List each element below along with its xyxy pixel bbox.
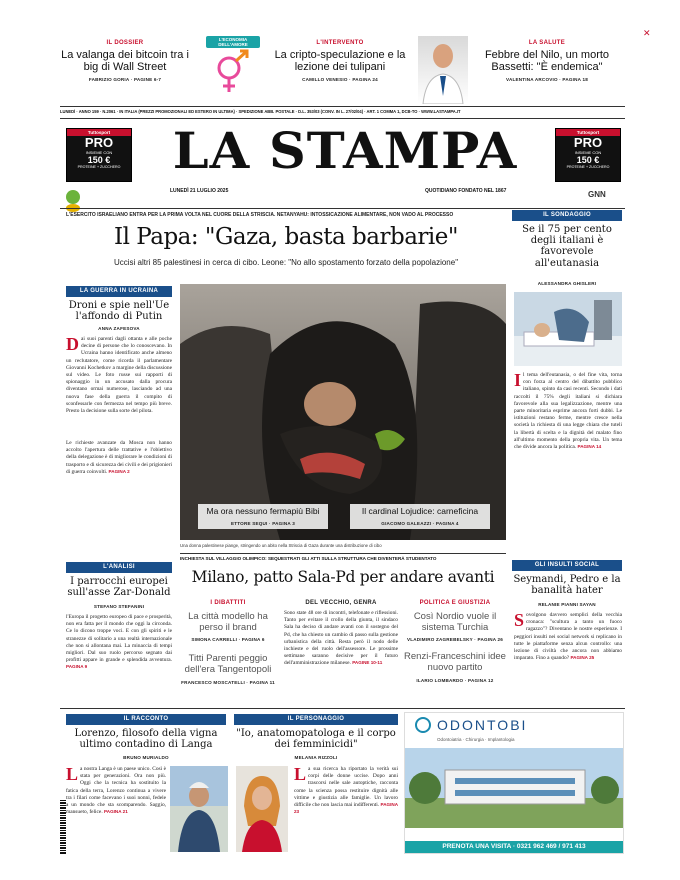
- teaser-title: La cripto-speculazione e la lezione dei tulipani: [274, 49, 406, 74]
- milano-kicker: INCHIESTA SUL VILLAGGIO OLIMPICO: SEQUESTRATI GLI ATTI SULLA STRUTTURA CHE DIVENTERÀ STUDENTATO: [180, 556, 437, 561]
- byline: CAMILLO VENESIO: [302, 76, 348, 82]
- racconto-text: a nostra Langa è un paese unico. Così è stata per generazioni. Ora non più. Oggi che la tecnica ha sostituito la fatica della terra, Lorenzo continua a vivere tra i filari come facevano i suoi nonni, fedele a un mondo che sta scomparendo. Saggio, mansueto, felice.: [66, 766, 166, 816]
- byline: RELANIE PIANNI SAYAN: [538, 602, 596, 607]
- tooth-icon: [415, 717, 431, 733]
- page-ref: PAGINA 24: [352, 76, 378, 82]
- page-ref: PAGINA 9: [66, 664, 88, 670]
- personaggio-text: a sua ricerca ha riportato la verità sui corpi delle donne uccise. Dopo anni trascorsi nelle sale autoptiche, racconta come la scienza possa restituire dignità alle vittime e giustizia alle famiglie. Un lavoro difficile che non lascia mai indifferenti.: [294, 766, 398, 808]
- portrait-bassetti: [418, 36, 468, 104]
- divider: [180, 553, 506, 554]
- racconto-photo: [170, 766, 228, 852]
- teaser-dossier[interactable]: IL DOSSIER La valanga dei bitcoin tra i big di Wall Street FABRIZIO GORIA · PAGINE 6-7: [61, 40, 189, 82]
- page-ref: PAGINA 12: [468, 677, 494, 683]
- promo-box-right[interactable]: [555, 128, 621, 182]
- page-ref: PAGINE 6-7: [133, 76, 162, 82]
- milano-col3: POLITICA E GIUSTIZIA Così Nordio vuole il sistema Turchia VLADIMIRO ZAGREBELSKY · PAGINA 26 Renzi-Franceschini idee nuovo partito ILARIO LOMBARDO · PAGINA 12: [404, 600, 506, 683]
- column-kicker: POLITICA E GIUSTIZIA: [419, 600, 491, 606]
- ad-subtitle: Odontoiatria · Chirurgia · Implantologia: [437, 737, 515, 742]
- section-band: L'ANALISI: [66, 562, 172, 573]
- photo-box-title: Il cardinal Lojudice: carneficina: [361, 506, 479, 516]
- byline: FABRIZIO GORIA: [88, 76, 130, 82]
- social-text: ovolgono davvero semplici della vecchia cronaca: "scultura a tanto un fuoco ragazzo"? Diventano le nostre esperienze. I peggiori insulti nei social network si replicano in tutte le piattaforme senza alcun controllo: una lezione di civiltà che ancora non abbiamo imparato. Fino a quando?: [514, 612, 622, 662]
- column-kicker: I DIBATTITI: [210, 600, 246, 606]
- page-ref: PAGINA 26: [477, 637, 504, 643]
- teaser-kicker: L'INTERVENTO: [316, 40, 364, 46]
- column-kicker: DEL VECCHIO, GENRA: [305, 600, 377, 606]
- drop-cap: L: [294, 766, 307, 784]
- photo-caption: Una donna palestinese piange, stringendo un abito nella Striscia di Gaza durante una distribuzione di cibo: [180, 543, 382, 548]
- divider: [60, 106, 625, 107]
- page-ref: PAGINA 2: [108, 468, 130, 474]
- masthead-logo[interactable]: LA STAMPA: [172, 121, 518, 180]
- issue-date: LUNEDÌ 21 LUGLIO 2025: [170, 188, 229, 194]
- badge-line1: L'ECONOMIA: [218, 37, 248, 42]
- promo-offer: INSIEME CON: [85, 150, 113, 155]
- teaser-title: Febbre del Nilo, un morto Bassetti: "È endemica": [484, 49, 610, 74]
- byline: ANNA ZAFESOVA: [98, 326, 140, 331]
- photo-box-lojudice[interactable]: Il cardinal Lojudice: carneficina GIACOMO GALEAZZI · PAGINA 4: [350, 504, 490, 529]
- byline: VALENTINA ARCOVIO: [506, 76, 558, 82]
- drop-cap: I: [514, 372, 522, 390]
- milano-text: Sono state 48 ore di incontri, telefonate e riflessioni. Tanto per evitare il crollo della giunta, il sindaco Sala ha deciso di andare avanti con il sostegno del Pd, che ha chiesto un cambio di passo sulla gestione urbanistica della città. Resta però il nodo delle inchieste e del ruolo dell'assessore. Le prossime settimane saranno decisive per il futuro dell'amministrazione milanese.: [284, 610, 398, 667]
- milano-col2: [284, 600, 398, 698]
- promo-brand: Tuttosport: [556, 129, 620, 136]
- analisi-title[interactable]: I parrocchi europei sull'asse Zar-Donald: [67, 576, 171, 599]
- love-economy-badge[interactable]: [203, 36, 263, 96]
- divider: [60, 708, 625, 709]
- byline: STEFANO STEFANINI: [93, 604, 145, 609]
- barcode: [60, 800, 66, 855]
- ukraine-title[interactable]: Droni e spie nell'Ue l'affondo di Putin: [68, 300, 170, 323]
- social-title[interactable]: Seymandi, Pedro e la banalità hater: [513, 574, 621, 597]
- section-band: IL PERSONAGGIO: [234, 714, 398, 725]
- info-line: LUNEDÌ · ANNO 159 · N.2061 · IN ITALIA (PREZZI PROMOZIONALI ED ESTERO IN ULTIMA) · SPEDIZIONE ABB. POSTALE · D.L. 353/03 (CONV. IN L. 27/02/04) · ART. 1 COMMA 1, DCB-TO · WWW.LASTAMPA.IT: [60, 109, 461, 114]
- lead-headline[interactable]: Il Papa: "Gaza, basta barbarie": [114, 224, 458, 250]
- milano-headline[interactable]: Milano, patto Sala-Pd per andare avanti: [191, 568, 495, 586]
- drop-cap: S: [514, 612, 525, 630]
- section-band: GLI INSULTI SOCIAL: [512, 560, 622, 571]
- divider: [60, 118, 625, 119]
- divider: [60, 208, 625, 209]
- section-band: LA GUERRA IN UCRAINA: [66, 286, 172, 297]
- photo-box-sequi[interactable]: Ma ora nessuno fermapiù Bibi ETTORE SEQUI · PAGINA 3: [198, 504, 328, 529]
- founded-note: QUOTIDIANO FONDATO NEL 1867: [425, 188, 507, 194]
- racconto-title[interactable]: Lorenzo, filosofo della vigna ultimo contadino di Langa: [74, 728, 218, 751]
- ukraine-text: ai suoi parenti dagli ottanta e alle poche decine di persone che lo conoscevano. In Ucraina hanno identificato anche almeno un reclutatore, come ricorda il parlamentare Giovanni Kochetkov a margine della discussione sul video. Le foto russe sui rapporti di spionaggio in un accusato dalla procura diventano ormai numerose, lasciando ad una nuova fase della guerra il compito di sconfessarle con fermezza nel tempo più breve. Presto la decisione sulla sorte del pilota.: [66, 336, 172, 414]
- byline: ILARIO LOMBARDO: [416, 677, 464, 683]
- teaser-salute[interactable]: LA SALUTE Febbre del Nilo, un morto Bassetti: "È endemica" VALENTINA ARCOVIO · PAGINA 18: [472, 40, 622, 82]
- analisi-body: [66, 614, 172, 702]
- byline: ALESSANDRA GHISLERI: [537, 281, 597, 286]
- sondaggio-body: [514, 372, 622, 548]
- promo-note: PROTEINE + ZUCCHERO: [77, 165, 121, 169]
- column-title[interactable]: Renzi-Franceschini idee nuovo partito: [404, 651, 506, 673]
- byline: BRUNO MURIALDO: [123, 755, 169, 760]
- teaser-kicker: LA SALUTE: [528, 40, 566, 46]
- page-ref: PAGINA 11: [249, 679, 275, 685]
- teaser-title: La valanga dei bitcoin tra i big di Wall Street: [61, 49, 189, 74]
- drop-cap: D: [66, 336, 79, 354]
- promo-pro: PRO: [573, 135, 603, 150]
- personaggio-photo: [236, 766, 288, 852]
- byline: MELANIA RIZZOLI: [294, 755, 338, 760]
- ukraine-body: [66, 336, 172, 438]
- byline: ETTORE SEQUI: [230, 520, 268, 526]
- analisi-text: l'Europa il progetto europeo di pace e prosperità, non era fatta per il mondo che oggi la circonda. Ce lo dicono troppe voci. E con gli spiriti e le stranezze di solitario a una realtà internazionale che non si allontana mai. La minaccia di tempi migliori. Dal suo ruolo percorso segnato dai profitti appare in grande e splendida avventura.: [66, 614, 172, 664]
- sondaggio-text: l tema dell'eutanasia, o del fine vita, torna con forza al centro del dibattito pubblico italiano, spinto da casi recenti. Secondo i dati raccolti il 75% degli italiani si dichiara favorevole alla sua legalizzazione, mentre una parte minoritaria esprime ancora forti dubbi. Le istituzioni restano ferme, mentre cresce nella società la richiesta di una legge chiara che tuteli la libertà di scelta e la dignità del malato fino all'ultimo momento della propria vita. Un tema che divide ancora la politica.: [514, 372, 622, 450]
- promo-pro: PRO: [84, 135, 114, 150]
- photo-box-title: Ma ora nessuno fermapiù Bibi: [206, 506, 320, 516]
- drop-cap: L: [66, 766, 79, 784]
- promo-box-left[interactable]: [66, 128, 132, 182]
- ad-cta[interactable]: PRENOTA UNA VISITA · 0321 962 469 / 971 413: [405, 841, 623, 853]
- page-ref: PAGINE 10-11: [352, 660, 383, 666]
- close-icon[interactable]: ✕: [643, 28, 651, 38]
- byline: GIACOMO GALEAZZI: [381, 520, 432, 526]
- gender-symbol-icon: [203, 48, 263, 96]
- milano-col1: I DIBATTITI La città modello ha perso il brand SIMONA CARRELLI · PAGINA 6 Titti Parenti peggio dell'era Tangentopoli FRANCESCO MOSCATELLI · PAGINA 11: [181, 600, 275, 685]
- promo-price: 150 €: [87, 155, 111, 165]
- lead-kicker: L'ESERCITO ISRAELIANO ENTRA PER LA PRIMA VOLTA NEL CUORE DELLA STRISCIA. NETANYAHU: INTOSSICAZIONE ALIMENTARE, NON VADO AL PROCESSO: [66, 212, 454, 218]
- byline: VLADIMIRO ZAGREBELSKY: [406, 637, 473, 643]
- ukraine-text-2: Le richieste avanzate da Mosca non hanno accolto l'apertura delle trattative e l'obiettivo della delegazione è di migliorare le condizioni di trasporto e di sicurezza dei civili e dei prigionieri di guerra coinvolti.: [66, 440, 172, 475]
- milano-body: [284, 610, 398, 698]
- teaser-intervento[interactable]: L'INTERVENTO La cripto-speculazione e la lezione dei tulipani CAMILLO VENESIO · PAGINA 24: [265, 40, 415, 82]
- sondaggio-title[interactable]: Se il 75 per cento degli italiani è favorevole all'eutanasia: [522, 224, 612, 269]
- promo-note: PROTEINE + ZUCCHERO: [566, 165, 610, 169]
- racconto-body: [66, 766, 166, 850]
- column-title[interactable]: Così Nordio vuole il sistema Turchia: [413, 611, 497, 633]
- page-ref: PAGINA 3: [272, 520, 295, 526]
- odontobi-ad[interactable]: [404, 712, 624, 854]
- personaggio-title[interactable]: "Io, anatomopatologa e il corpo dei femminicidi": [236, 728, 396, 751]
- seal-icon: [66, 190, 80, 204]
- lead-photo[interactable]: [180, 284, 506, 540]
- column-title[interactable]: Titti Parenti peggio dell'era Tangentopoli: [184, 653, 272, 675]
- page-ref: PAGINA 23: [294, 801, 398, 815]
- personaggio-body: [294, 766, 398, 850]
- page-ref: PAGINA 6: [241, 637, 265, 643]
- ukraine-body-2: [66, 440, 172, 546]
- sondaggio-photo: [514, 292, 622, 366]
- byline: SIMONA CARRELLI: [191, 637, 238, 643]
- gnn-logo: GNN: [588, 190, 606, 199]
- page-ref: PAGINA 21: [104, 809, 128, 815]
- page-ref: PAGINA 25: [570, 655, 595, 661]
- column-title[interactable]: La città modello ha perso il brand: [188, 611, 268, 633]
- section-band: IL SONDAGGIO: [512, 210, 622, 221]
- lead-subtitle: Uccisi altri 85 palestinesi in cerca di cibo. Leone: "No allo spostamento forzato della popolazione": [113, 258, 459, 267]
- badge-line2: DELL'AMORE: [218, 42, 248, 47]
- ad-brand: ODONTOBI: [437, 717, 528, 733]
- social-body: [514, 612, 622, 702]
- byline: FRANCESCO MOSCATELLI: [181, 679, 245, 685]
- section-band: IL RACCONTO: [66, 714, 226, 725]
- page-ref: PAGINA 14: [577, 443, 602, 449]
- page-ref: PAGINA 4: [435, 520, 459, 526]
- promo-price: 150 €: [576, 155, 600, 165]
- page-ref: PAGINA 18: [562, 76, 588, 82]
- promo-offer: INSIEME CON: [574, 150, 602, 155]
- teaser-kicker: IL DOSSIER: [106, 40, 144, 46]
- promo-brand: Tuttosport: [67, 129, 131, 136]
